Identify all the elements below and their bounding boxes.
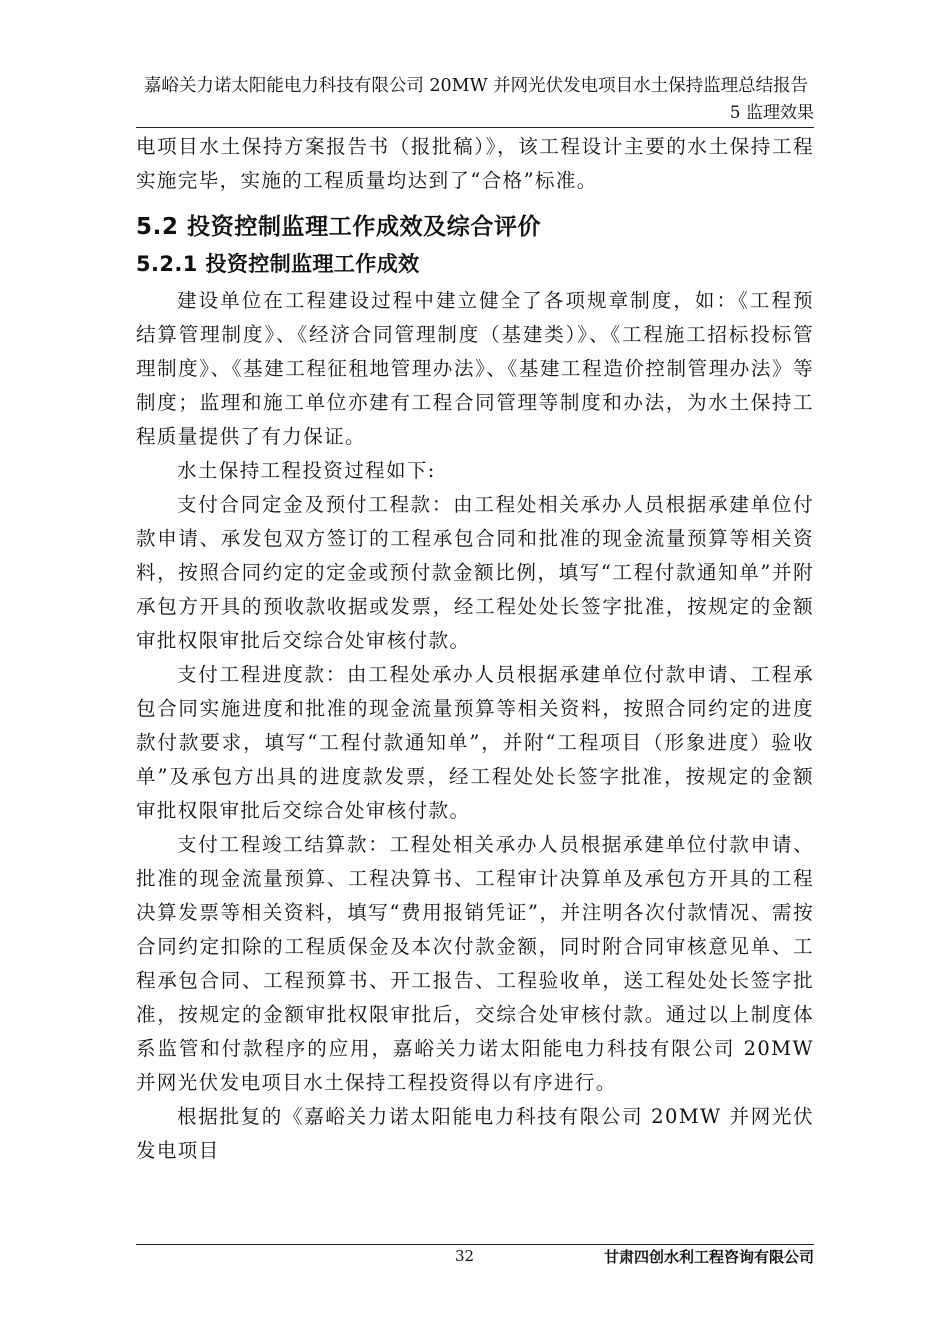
running-header-title: 嘉峪关力诺太阳能电力科技有限公司 20MW 并网光伏发电项目水土保持监理总结报告	[143, 76, 809, 96]
paragraph-intro: 电项目水土保持方案报告书（报批稿）》，该工程设计主要的水土保持工程实施完毕，实施的工程质量均达到了“合格”标准。	[136, 135, 814, 192]
header-divider	[136, 127, 814, 128]
footer-divider	[136, 1244, 814, 1245]
subsection-heading-5-2-1: 5.2.1 投资控制监理工作成效	[136, 252, 420, 276]
page-number: 32	[455, 1247, 475, 1265]
paragraph-final-settlement: 支付工程竣工结算款：工程处相关承办人员根据承建单位付款申请、批准的现金流量预算、工程决算书、工程审计决算单及承包方开具的工程决算发票等相关资料，填写“费用报销凭证”，并注明各次付款情况、需按合同约定扣除的工程质保金及本次付款金额，同时附合同审核意见单、工程承包合同、工程预算书、开工报告、工程验收单，送工程处处长签字批准，按规定的金额审批权限审批后，交综合处审核付款。通过以上制度体系监管和付款程序的应用，嘉峪关力诺太阳能电力科技有限公司 20MW 并网光伏发电项目水土保持工程投资得以有序进行。	[136, 833, 814, 1094]
section-heading-5-2: 5.2 投资控制监理工作成效及综合评价	[136, 214, 542, 240]
paragraph-regulations: 建设单位在工程建设过程中建立健全了各项规章制度，如：《工程预结算管理制度》、《经济合同管理制度（基建类）》、《工程施工招标投标管理制度》、《基建工程征租地管理办法》、《基建工程造价控制管理办法》等制度；监理和施工单位亦建有工程合同管理等制度和办法，为水土保持工程质量提供了有力保证。	[136, 289, 814, 448]
paragraph-approval: 根据批复的《嘉峪关力诺太阳能电力科技有限公司 20MW 并网光伏发电项目	[136, 1105, 814, 1162]
paragraph-progress-payment: 支付工程进度款：由工程处承办人员根据承建单位付款申请、工程承包合同实施进度和批准的现金流量预算等相关资料，按照合同约定的进度款付款要求，填写“工程付款通知单”，并附“工程项目（形象进度）验收单”及承包方出具的进度款发票，经工程处处长签字批准，按规定的金额审批权限审批后交综合处审核付款。	[136, 663, 814, 822]
body-text	[136, 130, 814, 1168]
paragraph-investment-process: 水土保持工程投资过程如下:	[177, 459, 436, 482]
running-header-section: 5 监理效果	[729, 103, 814, 123]
paragraph-deposit-payment: 支付合同定金及预付工程款：由工程处相关承办人员根据承建单位付款申请、承发包双方签订的工程承包合同和批准的现金流量预算等相关资料，按照合同约定的定金或预付款金额比例，填写“工程付款通知单”并附承包方开具的预收款收据或发票，经工程处处长签字批准，按规定的金额审批权限审批后交综合处审核付款。	[136, 493, 814, 652]
footer-organization: 甘肃四创水利工程咨询有限公司	[603, 1248, 814, 1266]
